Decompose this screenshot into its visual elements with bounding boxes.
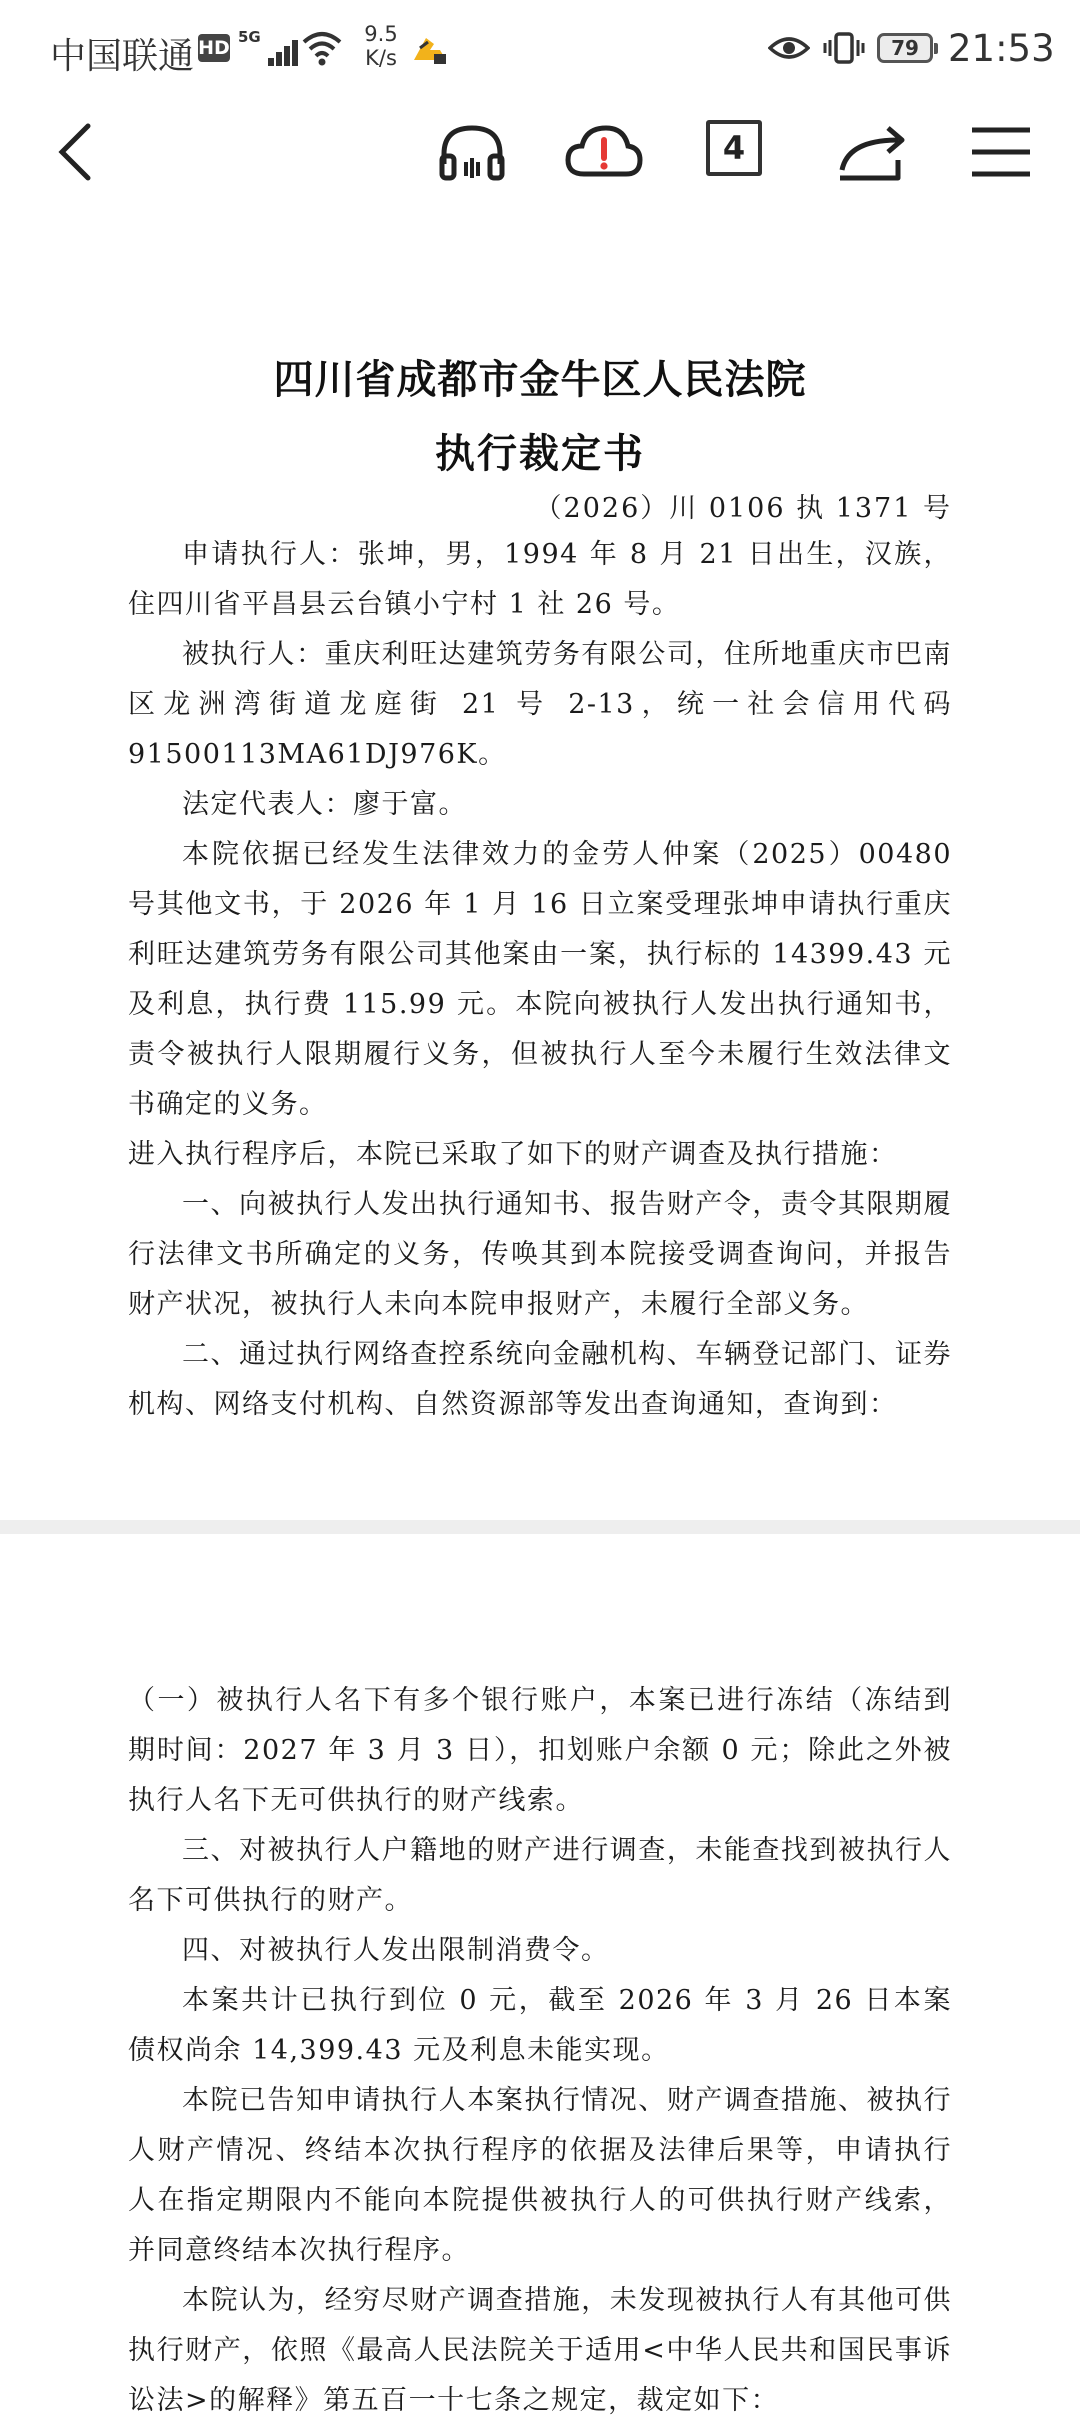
- wifi-icon: [300, 28, 344, 68]
- notification-app-icon: [410, 30, 450, 66]
- cloud-alert-icon: [564, 120, 644, 184]
- bank-accounts-paragraph: （一）被执行人名下有多个银行账户，本案已进行冻结（冻结到期时间：2027 年 3 月 3 日），扣划账户余额 0 元；除此之外被执行人名下无可供执行的财产线索。: [128, 1685, 952, 1816]
- document-body-1: [128, 530, 952, 1430]
- clock: 21:53: [948, 27, 1055, 70]
- measures-intro-paragraph: 进入执行程序后，本院已采取了如下的财产调查及执行措施：: [128, 1139, 898, 1170]
- eye-comfort-icon: [768, 32, 810, 64]
- cloud-sync-button[interactable]: [564, 120, 644, 184]
- page-separator: [0, 1520, 1080, 1534]
- network-speed: 9.5 K/s: [364, 22, 398, 70]
- status-bar: [0, 0, 1080, 100]
- court-name: 四川省成都市金牛区人民法院: [273, 356, 807, 403]
- measure-one-paragraph: 一、向被执行人发出执行通知书、报告财产令，责令其限期履行法律文书所确定的义务，传唤其到本院接受调查询问，并报告财产状况，被执行人未向本院申报财产，未履行全部义务。: [128, 1189, 952, 1320]
- legal-representative-paragraph: 法定代表人：廖于富。: [182, 789, 467, 820]
- hamburger-menu-icon: [964, 120, 1040, 184]
- case-facts-paragraph: 本院依据已经发生法律效力的金劳人仲案（2025）00480 号其他文书，于 2026 年 1 月 16 日立案受理张坤申请执行重庆利旺达建筑劳务有限公司其他案由一案，执行标的 14399.43 元及利息，执行费 115.99 元。本院向被执行人发出执行通知书，责令被执行人限期履行义务，但被执行人至今未履行生效法律文书确定的义务。: [128, 839, 952, 1120]
- document-page-2: [0, 1534, 1080, 2416]
- carrier-name: 中国联通: [50, 36, 195, 77]
- back-button[interactable]: [42, 120, 112, 184]
- headphones-icon: [434, 120, 510, 184]
- battery-indicator: 79: [877, 33, 933, 63]
- applicant-paragraph: 申请执行人：张坤，男，1994 年 8 月 21 日出生，汉族，住四川省平昌县云台镇小宁村 1 社 26 号。: [128, 539, 952, 620]
- chevron-left-icon: [42, 120, 112, 184]
- case-number: （2026）川 0106 执 1371 号: [534, 493, 952, 524]
- menu-button[interactable]: [964, 120, 1040, 184]
- listen-button[interactable]: [434, 120, 510, 184]
- page-count-button[interactable]: 4: [706, 120, 762, 176]
- signal-icon: [238, 28, 296, 68]
- notice-paragraph: 本院已告知申请执行人本案执行情况、财产调查措施、被执行人财产情况、终结本次执行程序的依据及法律后果等，申请执行人在指定期限内不能向本院提供被执行人的可供执行财产线索，并同意终结本次执行程序。: [128, 2085, 952, 2266]
- document-title: 执行裁定书: [435, 430, 645, 477]
- hd-badge: HD: [198, 34, 230, 62]
- measure-two-paragraph: 二、通过执行网络查控系统向金融机构、车辆登记部门、证券机构、网络支付机构、自然资源部等发出查询通知，查询到：: [128, 1339, 952, 1420]
- respondent-paragraph: 被执行人：重庆利旺达建筑劳务有限公司，住所地重庆市巴南区龙洲湾街道龙庭街 21 号 2-13，统一社会信用代码 91500113MA61DJ976K。: [128, 639, 952, 770]
- measure-four-paragraph: 四、对被执行人发出限制消费令。: [182, 1935, 610, 1966]
- reader-toolbar: [0, 100, 1080, 200]
- court-opinion-paragraph: 本院认为，经穷尽财产调查措施，未发现被执行人有其他可供执行财产，依照《最高人民法院关于适用<中华人民共和国民事诉讼法>的解释》第五百一十七条之规定，裁定如下：: [128, 2285, 952, 2416]
- document-body-2: [128, 1676, 952, 2426]
- measure-three-paragraph: 三、对被执行人户籍地的财产进行调查，未能查找到被执行人名下可供执行的财产。: [128, 1835, 952, 1916]
- vibrate-icon: [822, 30, 866, 66]
- share-button[interactable]: [832, 120, 912, 184]
- network-type: 5G: [238, 28, 261, 46]
- share-icon: [832, 120, 912, 184]
- execution-status-paragraph: 本案共计已执行到位 0 元，截至 2026 年 3 月 26 日本案债权尚余 14,399.43 元及利息未能实现。: [128, 1985, 952, 2066]
- document-page-1: [0, 200, 1080, 1520]
